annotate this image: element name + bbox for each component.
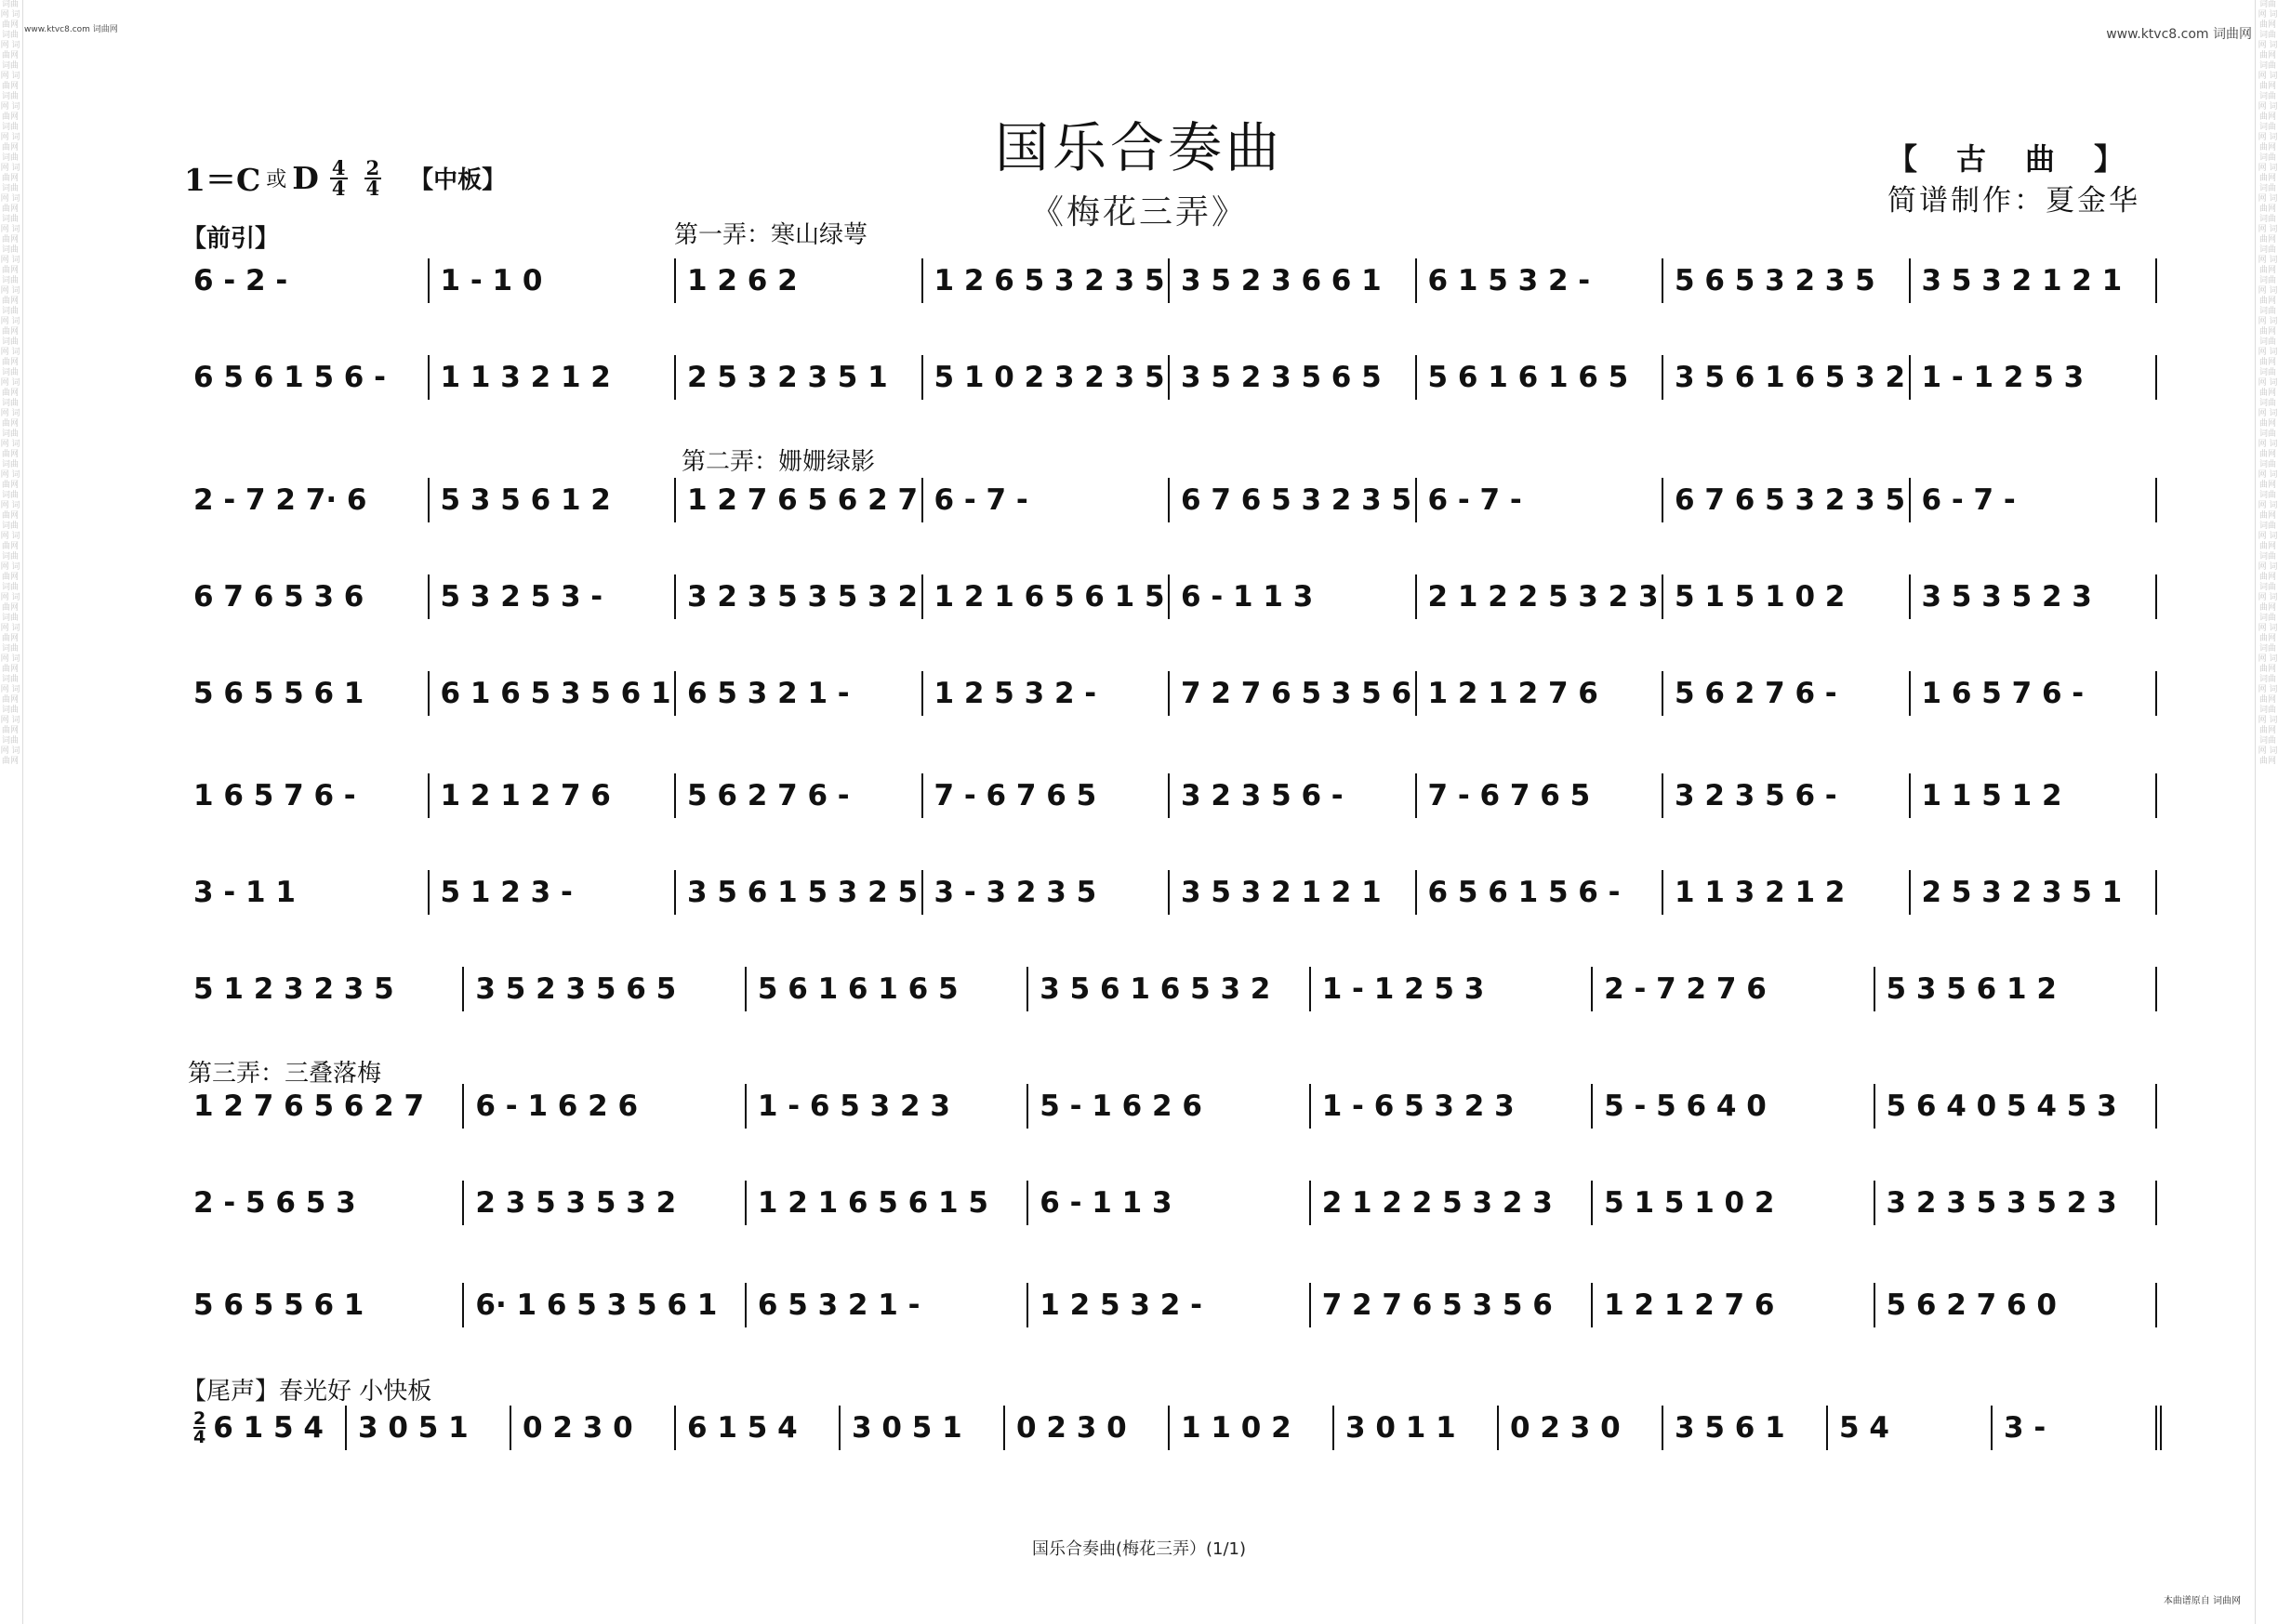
staff-line-9 <box>182 1084 2157 1129</box>
staff-line-3 <box>182 478 2157 522</box>
measure: 1 2 5 3 2 - <box>921 671 1169 716</box>
measure: 5 - 1 6 2 6 <box>1026 1084 1308 1129</box>
left-watermark-strip: 词曲网 词曲网 词曲网 词曲网 词曲网 词曲网 词曲网 词曲网 词曲网 词曲网 词曲网 词曲网 词曲网 词曲网 词曲网 词曲网 词曲网 词曲网 词曲网 词曲网 词曲网 词曲网 词曲网 词曲网 词曲网 词曲网 词曲网 词曲网 词曲网 词曲网 词曲网 词曲网 词曲网 词曲网 词曲网 词曲网 词曲网 词曲网 词曲网 词曲网 词曲网 词曲网 词曲网 词曲网 词曲网 词曲网 词曲网 词曲网 词曲网 词曲网 <box>0 0 20 766</box>
right-margin-line <box>2255 0 2256 1624</box>
measure: 2 - 7 2 7 6 <box>1591 967 1873 1011</box>
measure: 5 6 2 7 6 - <box>674 773 921 818</box>
time-signature-4-4: $\frac{4}{4}$ <box>331 155 346 200</box>
measure: 5 3 5 6 1 2 <box>428 478 675 522</box>
score-title: 国乐合奏曲 <box>994 116 1283 179</box>
measure: $\frac{2}{4}$ 6 1 5 4 <box>193 1408 324 1447</box>
measure: 7 2 7 6 5 3 5 6 <box>1168 671 1415 716</box>
staff-line-1 <box>182 258 2157 303</box>
score-subtitle: 《梅花三弄》 <box>1029 193 1248 231</box>
measure: 6 7 6 5 3 2 3 5 <box>1168 478 1415 522</box>
measure: 6 7 6 5 3 2 3 5 <box>1662 478 1909 522</box>
measure: 5 - 5 6 4 0 <box>1591 1084 1873 1129</box>
measure: 5 6 1 6 1 6 5 <box>1415 355 1662 400</box>
measure: 3 0 5 1 <box>839 1406 1003 1450</box>
measure: 6 - 1 6 2 6 <box>462 1084 744 1129</box>
measure: 1 1 3 2 1 2 <box>428 355 675 400</box>
measure: 5 6 5 5 6 1 <box>193 1288 364 1322</box>
key-signature <box>184 156 506 200</box>
measure: 3 5 6 1 5 3 2 5 <box>674 870 921 915</box>
measure: 3 - <box>1991 1406 2155 1450</box>
measure: 5 3 2 5 3 - <box>428 574 675 619</box>
measure: 0 2 3 0 <box>1497 1406 1662 1450</box>
measure: 3 2 3 5 3 5 3 2 <box>674 574 921 619</box>
right-watermark-strip: 词曲网 词曲网 词曲网 词曲网 词曲网 词曲网 词曲网 词曲网 词曲网 词曲网 词曲网 词曲网 词曲网 词曲网 词曲网 词曲网 词曲网 词曲网 词曲网 词曲网 词曲网 词曲网 词曲网 词曲网 词曲网 词曲网 词曲网 词曲网 词曲网 词曲网 词曲网 词曲网 词曲网 词曲网 词曲网 词曲网 词曲网 词曲网 词曲网 词曲网 词曲网 词曲网 词曲网 词曲网 词曲网 词曲网 词曲网 词曲网 词曲网 词曲网 <box>2258 0 2278 766</box>
measure: 3 0 1 1 <box>1332 1406 1497 1450</box>
measure: 5 1 0 2 3 2 3 5 <box>921 355 1169 400</box>
measure: 5 1 2 3 2 3 5 <box>193 972 394 1006</box>
measure: 3 5 2 3 5 6 5 <box>462 967 744 1011</box>
measure: 1 2 1 2 7 6 <box>428 773 675 818</box>
measure: 3 2 3 5 6 - <box>1168 773 1415 818</box>
staff-line-2 <box>182 355 2157 400</box>
coda-time-signature: $\frac{2}{4}$ <box>193 1408 206 1447</box>
measure: 3 5 3 2 1 2 1 <box>1168 870 1415 915</box>
measure: 2 1 2 2 5 3 2 3 <box>1309 1181 1591 1225</box>
measure: 1 2 6 2 <box>674 258 921 303</box>
measure: 5 3 5 6 1 2 <box>1874 967 2155 1011</box>
measure: 6 5 3 2 1 - <box>745 1283 1026 1327</box>
measure: 2 - 5 6 5 3 <box>193 1186 356 1220</box>
measure: 1 1 0 2 <box>1168 1406 1332 1450</box>
arranger-credit: 简谱制作：夏金华 <box>1887 184 2140 218</box>
measure: 1 2 6 5 3 2 3 5 <box>921 258 1169 303</box>
staff-line-7 <box>182 870 2157 915</box>
coda-label: 【尾声】春光好 小快板 <box>182 1378 432 1406</box>
measure: 1 2 7 6 5 6 2 7 <box>674 478 921 522</box>
measure: 3 5 2 3 5 6 5 <box>1168 355 1415 400</box>
top-left-url: www.ktvc8.com 词曲网 <box>24 25 118 34</box>
measure: 1 1 3 2 1 2 <box>1662 870 1909 915</box>
measure: 5 6 5 5 6 1 <box>193 677 364 710</box>
measure: 1 - 1 0 <box>428 258 675 303</box>
intro-label: 【前引】 <box>182 225 280 253</box>
measure: 6 - 7 - <box>1909 478 2156 522</box>
measure: 5 1 5 1 0 2 <box>1591 1181 1873 1225</box>
measure: 6 - 2 - <box>193 264 288 297</box>
genre-label: 【古曲】 <box>1887 141 2164 177</box>
measure: 3 5 3 5 2 3 <box>1909 574 2156 619</box>
measure: 1 - 6 5 3 2 3 <box>745 1084 1026 1129</box>
measure: 1 6 5 7 6 - <box>1909 671 2156 716</box>
measure: 3 5 6 1 <box>1662 1406 1826 1450</box>
measure: 2 - 7 2 7· 6 <box>193 483 367 517</box>
measure: 2 3 5 3 5 3 2 <box>462 1181 744 1225</box>
tempo-marking: 【中板】 <box>409 166 507 194</box>
measure: 1 - 6 5 3 2 3 <box>1309 1084 1591 1129</box>
measure: 5 6 4 0 5 4 5 3 <box>1874 1084 2155 1129</box>
measure: 3 2 3 5 3 5 2 3 <box>1874 1181 2155 1225</box>
measure: 1 2 1 6 5 6 1 5 <box>921 574 1169 619</box>
measure: 1 6 5 7 6 - <box>193 779 356 812</box>
corner-source-mark: 本曲谱原自 词曲网 <box>2163 1596 2241 1606</box>
part2-label: 第二弄：姗姗绿影 <box>682 448 876 476</box>
staff-line-6 <box>182 773 2157 818</box>
measure: 3 5 3 2 1 2 1 <box>1909 258 2156 303</box>
page-caption: 国乐合奏曲(梅花三弄）(1/1) <box>1031 1539 1247 1559</box>
staff-line-10 <box>182 1181 2157 1225</box>
staff-line-8 <box>182 967 2157 1011</box>
key-label: 1＝C <box>184 162 261 198</box>
measure: 6 - 7 - <box>1415 478 1662 522</box>
measure: 6 5 6 1 5 6 - <box>1415 870 1662 915</box>
key-or-label: 或 <box>266 168 287 191</box>
measure: 3 0 5 1 <box>345 1406 510 1450</box>
measure: 5 4 <box>1826 1406 1991 1450</box>
key-alt-label: D <box>292 160 319 196</box>
staff-line-11 <box>182 1283 2157 1327</box>
measure: 6· 1 6 5 3 5 6 1 <box>462 1283 744 1327</box>
measure: 5 6 2 7 6 - <box>1662 671 1909 716</box>
measure: 3 5 6 1 6 5 3 2 <box>1026 967 1308 1011</box>
measure: 3 5 2 3 6 6 1 <box>1168 258 1415 303</box>
left-margin-line <box>22 0 23 1624</box>
measure: 3 - 1 1 <box>193 876 296 909</box>
measure: 6 7 6 5 3 6 <box>193 580 364 614</box>
measure: 1 2 5 3 2 - <box>1026 1283 1308 1327</box>
measure: 1 2 7 6 5 6 2 7 <box>193 1089 425 1123</box>
time-signature-2-4: $\frac{2}{4}$ <box>365 155 380 200</box>
measure: 1 2 1 2 7 6 <box>1591 1283 1873 1327</box>
staff-line-4 <box>182 574 2157 619</box>
measure: 1 2 1 6 5 6 1 5 <box>745 1181 1026 1225</box>
measure: 6 5 6 1 5 6 - <box>193 361 387 394</box>
measure: 5 6 2 7 6 0 <box>1874 1283 2155 1327</box>
measure: 2 1 2 2 5 3 2 3 <box>1415 574 1662 619</box>
measure: 6 1 5 3 2 - <box>1415 258 1662 303</box>
measure: 1 1 5 1 2 <box>1909 773 2156 818</box>
top-right-url: www.ktvc8.com 词曲网 <box>2106 27 2252 42</box>
measure: 5 1 5 1 0 2 <box>1662 574 1909 619</box>
measure: 6 - 7 - <box>921 478 1169 522</box>
measure: 1 2 1 2 7 6 <box>1415 671 1662 716</box>
measure: 7 - 6 7 6 5 <box>1415 773 1662 818</box>
measure: 2 5 3 2 3 5 1 <box>1909 870 2156 915</box>
staff-line-12-coda <box>182 1406 2162 1450</box>
measure: 1 - 1 2 5 3 <box>1909 355 2156 400</box>
part3-label: 第三弄：三叠落梅 <box>188 1060 382 1088</box>
measure: 6 - 1 1 3 <box>1026 1181 1308 1225</box>
measure: 5 6 1 6 1 6 5 <box>745 967 1026 1011</box>
measure: 7 2 7 6 5 3 5 6 <box>1309 1283 1591 1327</box>
measure: 3 5 6 1 6 5 3 2 <box>1662 355 1909 400</box>
measure: 6 5 3 2 1 - <box>674 671 921 716</box>
measure: 6 1 6 5 3 5 6 1 <box>428 671 675 716</box>
measure: 3 2 3 5 6 - <box>1662 773 1909 818</box>
measure: 3 - 3 2 3 5 <box>921 870 1169 915</box>
measure: 7 - 6 7 6 5 <box>921 773 1169 818</box>
measure: 5 1 2 3 - <box>428 870 675 915</box>
staff-line-5 <box>182 671 2157 716</box>
measure: 0 2 3 0 <box>510 1406 674 1450</box>
measure: 0 2 3 0 <box>1003 1406 1168 1450</box>
measure: 2 5 3 2 3 5 1 <box>674 355 921 400</box>
measure: 1 - 1 2 5 3 <box>1309 967 1591 1011</box>
measure: 6 1 5 4 <box>674 1406 839 1450</box>
part1-label: 第一弄：寒山绿萼 <box>674 221 868 249</box>
measure: 6 - 1 1 3 <box>1168 574 1415 619</box>
measure: 5 6 5 3 2 3 5 <box>1662 258 1909 303</box>
